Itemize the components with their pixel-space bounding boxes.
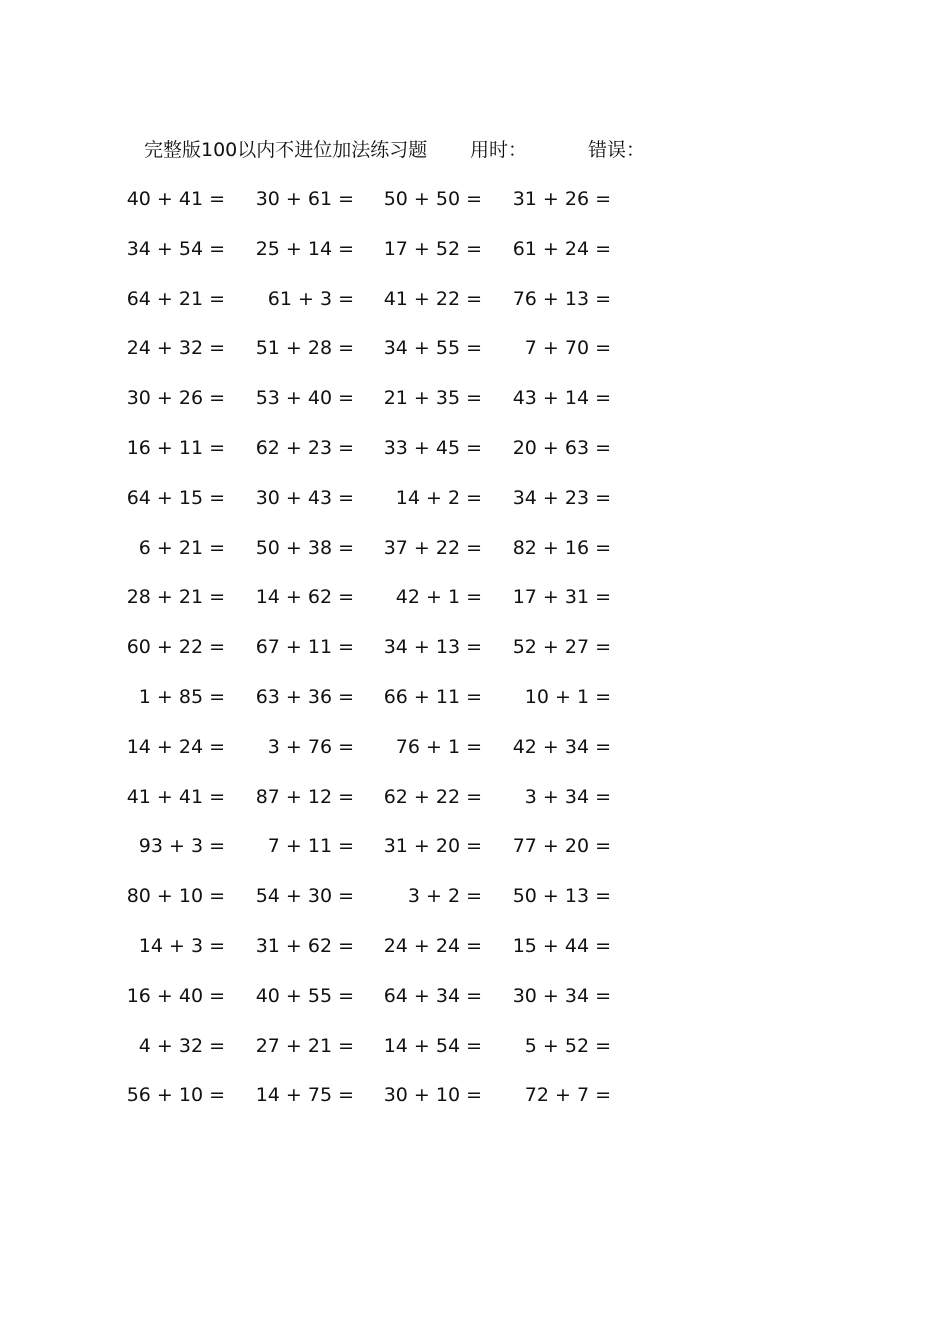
addition-problem: 33 + 45 =	[383, 436, 482, 459]
worksheet-title: 完整版100以内不进位加法练习题	[144, 139, 428, 161]
addition-problem: 6 + 21 =	[138, 536, 225, 559]
addition-problem: 31 + 62 =	[255, 934, 354, 957]
problem-row	[0, 634, 950, 684]
addition-problem: 60 + 22 =	[126, 636, 225, 659]
addition-problem: 43 + 14 =	[512, 387, 611, 410]
addition-problem: 30 + 61 =	[255, 188, 354, 210]
addition-problem: 24 + 32 =	[126, 337, 225, 360]
addition-problem: 51 + 28 =	[255, 337, 354, 360]
addition-problem: 16 + 11 =	[126, 436, 225, 459]
addition-problem: 20 + 63 =	[512, 436, 611, 459]
addition-problem: 16 + 40 =	[126, 984, 225, 1007]
addition-problem: 52 + 27 =	[512, 636, 611, 659]
addition-problem: 77 + 20 =	[512, 835, 611, 858]
addition-problem: 31 + 20 =	[383, 835, 482, 858]
addition-problem: 50 + 13 =	[512, 885, 611, 908]
addition-problem: 28 + 21 =	[126, 586, 225, 609]
addition-problem: 30 + 43 =	[255, 486, 354, 509]
problem-row	[0, 983, 950, 1033]
addition-problem: 34 + 54 =	[126, 237, 225, 260]
addition-problem: 76 + 13 =	[512, 287, 611, 310]
addition-problem: 72 + 7 =	[524, 1084, 611, 1107]
addition-problem: 14 + 62 =	[255, 586, 354, 609]
problem-row	[0, 784, 950, 834]
addition-problem: 30 + 34 =	[512, 984, 611, 1007]
addition-problem: 50 + 38 =	[255, 536, 354, 559]
addition-problem: 34 + 13 =	[383, 636, 482, 659]
problem-row	[0, 485, 950, 535]
addition-problem: 53 + 40 =	[255, 387, 354, 410]
addition-problem: 30 + 10 =	[383, 1084, 482, 1107]
problem-row	[0, 335, 950, 385]
addition-problem: 82 + 16 =	[512, 536, 611, 559]
addition-problem: 15 + 44 =	[512, 934, 611, 957]
addition-problem: 42 + 34 =	[512, 735, 611, 758]
addition-problem: 76 + 1 =	[395, 735, 482, 758]
addition-problem: 64 + 15 =	[126, 486, 225, 509]
addition-problem: 41 + 41 =	[126, 785, 225, 808]
addition-problem: 41 + 22 =	[383, 287, 482, 310]
problem-row	[0, 684, 950, 734]
addition-problem: 62 + 23 =	[255, 436, 354, 459]
problem-row	[0, 1082, 950, 1132]
addition-problem: 80 + 10 =	[126, 885, 225, 908]
addition-problem: 61 + 24 =	[512, 237, 611, 260]
addition-problem: 3 + 76 =	[267, 735, 354, 758]
problem-row	[0, 286, 950, 336]
addition-problem: 14 + 75 =	[255, 1084, 354, 1107]
time-used-label: 用时：	[470, 139, 528, 161]
addition-problem: 10 + 1 =	[524, 685, 611, 708]
addition-problem: 4 + 32 =	[138, 1034, 225, 1057]
problem-row	[0, 435, 950, 485]
addition-problem: 31 + 26 =	[512, 188, 611, 210]
addition-problem: 87 + 12 =	[255, 785, 354, 808]
problem-row	[0, 933, 950, 983]
problem-row	[0, 186, 950, 236]
addition-problem: 63 + 36 =	[255, 685, 354, 708]
addition-problem: 3 + 34 =	[524, 785, 611, 808]
addition-problem: 14 + 24 =	[126, 735, 225, 758]
problem-row	[0, 385, 950, 435]
addition-problem: 7 + 70 =	[524, 337, 611, 360]
problem-row	[0, 833, 950, 883]
addition-problem: 21 + 35 =	[383, 387, 482, 410]
addition-problem: 25 + 14 =	[255, 237, 354, 260]
addition-problem: 50 + 50 =	[383, 188, 482, 210]
addition-problem: 14 + 3 =	[138, 934, 225, 957]
addition-problem: 64 + 21 =	[126, 287, 225, 310]
addition-problem: 14 + 2 =	[395, 486, 482, 509]
addition-problem: 30 + 26 =	[126, 387, 225, 410]
problem-grid	[0, 186, 950, 1132]
addition-problem: 67 + 11 =	[255, 636, 354, 659]
addition-problem: 37 + 22 =	[383, 536, 482, 559]
problem-row	[0, 535, 950, 585]
addition-problem: 27 + 21 =	[255, 1034, 354, 1057]
addition-problem: 14 + 54 =	[383, 1034, 482, 1057]
problem-row	[0, 236, 950, 286]
addition-problem: 64 + 34 =	[383, 984, 482, 1007]
addition-problem: 56 + 10 =	[126, 1084, 225, 1107]
addition-problem: 66 + 11 =	[383, 685, 482, 708]
addition-problem: 62 + 22 =	[383, 785, 482, 808]
problem-row	[0, 734, 950, 784]
addition-problem: 17 + 52 =	[383, 237, 482, 260]
addition-problem: 17 + 31 =	[512, 586, 611, 609]
addition-problem: 40 + 41 =	[126, 188, 225, 210]
addition-problem: 42 + 1 =	[395, 586, 482, 609]
addition-problem: 93 + 3 =	[138, 835, 225, 858]
addition-problem: 7 + 11 =	[267, 835, 354, 858]
addition-problem: 34 + 55 =	[383, 337, 482, 360]
problem-row	[0, 883, 950, 933]
addition-problem: 1 + 85 =	[138, 685, 225, 708]
addition-problem: 5 + 52 =	[524, 1034, 611, 1057]
addition-problem: 40 + 55 =	[255, 984, 354, 1007]
addition-problem: 3 + 2 =	[407, 885, 482, 908]
addition-problem: 34 + 23 =	[512, 486, 611, 509]
errors-label: 错误：	[588, 139, 646, 161]
problem-row	[0, 584, 950, 634]
addition-problem: 24 + 24 =	[383, 934, 482, 957]
problem-row	[0, 1033, 950, 1083]
addition-problem: 61 + 3 =	[267, 287, 354, 310]
addition-problem: 54 + 30 =	[255, 885, 354, 908]
